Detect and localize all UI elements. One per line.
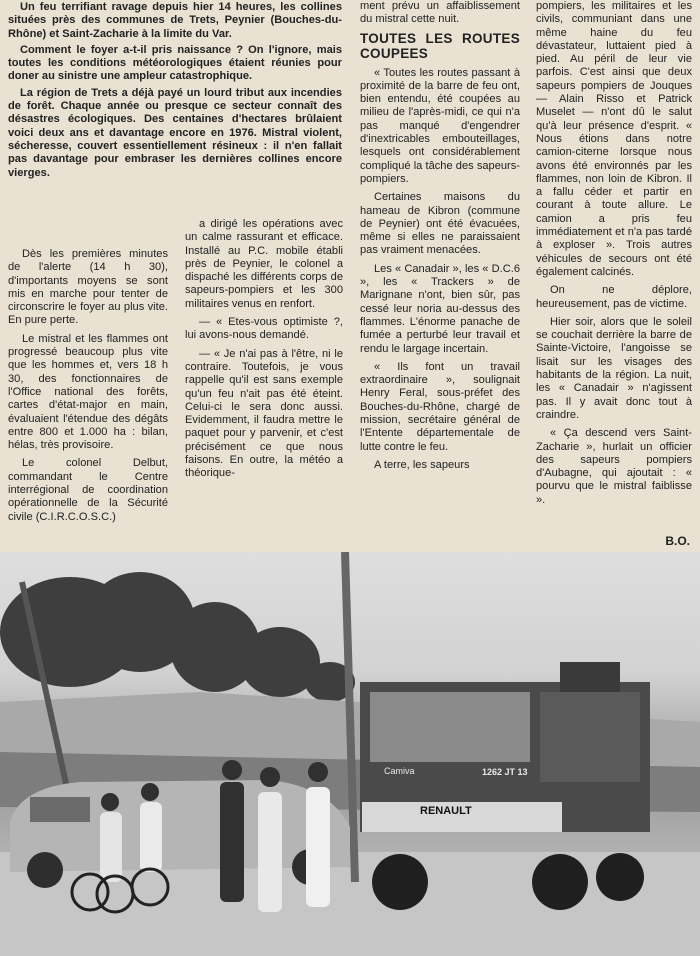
- tree-line: [0, 572, 355, 702]
- truck-brand-text: RENAULT: [420, 805, 472, 817]
- body-paragraph: A terre, les sapeurs: [374, 458, 470, 471]
- body-paragraph: Dès les premières minutes de l'alerte (14 h 30), d'importants moyens se sont mis en marche pour tenter de circonscrire le foyer au plus vite. En pure perte.: [8, 248, 168, 327]
- body-paragraph: Hier soir, alors que le soleil se couchait derrière la barre de Sainte-Victoire, l'angoisse se lisait sur les visages des habitants de la région. La nuit, les « Canadair » n'agissent pas. Il y avait donc tout à craindre.: [536, 315, 692, 421]
- body-paragraph: — « Je n'ai pas à l'être, ni le contraire. Toutefois, je vous rappelle qu'il est sans exemple qu'un feu n'ait pas été éteint. Celui-ci le sera donc aussi. Evidemment, il faudra mettre le paquet pour y parvenir, et c'est précisément ce que nous faisons. En outre, la météo a théorique-: [185, 347, 343, 480]
- body-paragraph: « Toutes les routes passant à proximité de la barre de feu ont, bien entendu, été coupées au milieu de l'après-midi, ce qui n'a pas manqué d'engendrer d'inextricables embouteillages, lesquels ont considérablement compliqué la tâche des sapeurs-pompiers.: [360, 66, 520, 185]
- body-paragraph: a dirigé les opérations avec un calme rassurant et efficace. Installé au P.C. mobile établi près de Peynier, le colonel a dispaché les différents corps de sapeurs-pompiers et les 300 militaires venus en renfort.: [185, 218, 343, 310]
- article-column-3: [360, 0, 520, 472]
- article-column-1: [8, 248, 168, 524]
- article-photo: [0, 552, 700, 956]
- author-signature: B.O.: [665, 534, 690, 548]
- article-lead: [8, 1, 342, 180]
- body-paragraph: Le mistral et les flammes ont progressé beaucoup plus vite que les hommes et, vers 18 h 30, des fonctionnaires de l'Office national des forêts, cartes d'état-major en main, évaluaient l'étendue des dégâts entre 800 et 1.000 ha : bilan, hélas, très provisoire.: [8, 332, 168, 452]
- article-column-2: [185, 218, 343, 481]
- body-paragraph: On ne déplore, heureusement, pas de victime.: [536, 284, 692, 310]
- body-paragraph: pompiers, les militaires et les civils, communiant dans une même haine du feu dévastateur, luttaient pied à pied. Au péril de leur vie parfois. C'est ainsi que deux sapeurs pompiers de Jouques — Alain Risso et Patrick Muselet — n'ont dû le salut qu'à leur présence d'esprit. « Nous étions dans notre camion-citerne lorsque nous avons été environnés par les flammes, non loin de Kibron. Il a fallu céder et partir en courant à toute allure. Le camion a pris feu immédiatement et n'a pas tardé à exploser ». Trois autres véhicules de secours ont été également calcinés.: [536, 0, 692, 278]
- article-column-4: [536, 0, 692, 507]
- truck-plate-text: 1262 JT 13: [482, 767, 528, 777]
- section-headline: TOUTES LES ROUTES COUPEES: [360, 30, 520, 61]
- lead-paragraph: Comment le foyer a-t-il pris naissance ? On l'ignore, mais toutes les conditions météorologiques étaient réunies pour doner au sinistre une ampleur catastrophique.: [8, 43, 342, 83]
- body-paragraph: ment prévu un affaiblissement du mistral cette nuit.: [360, 0, 520, 26]
- body-paragraph: Les « Canadair », les « D.C.6 », les « Trackers » de Marignane n'ont, bien sûr, pas cessé leur noria au-dessus des flammes. L'énorme panache de fumée a perturbé leur travail et rendu le largage incertain.: [360, 262, 520, 355]
- truck-door-text: Camiva: [384, 766, 415, 776]
- body-paragraph: Le colonel Delbut, commandant le Centre interrégional de coordination opérationnelle de la Sécurité civile (C.I.R.C.O.S.C.): [8, 457, 168, 523]
- lead-paragraph: La région de Trets a déjà payé un lourd tribut aux incendies de forêt. Chaque année ou presque ce secteur connaît des désastres écologiques. Des centaines d'hectares brûlaient voici deux ans et davantage encore en 1976. Mistral violent, sécheresse, couvert essentiellement résineux : il n'en fallait pas davantage pour embraser les dernières collines encore vierges.: [8, 86, 342, 179]
- body-paragraph: Certaines maisons du hameau de Kibron (commune de Peynier) ont été évacuées, même si elles ne paraissaient pas vraiment menacées.: [360, 191, 520, 257]
- lead-paragraph: Un feu terrifiant ravage depuis hier 14 heures, les collines situées près des communes de Trets, Peynier (Bouches-du-Rhône) et Saint-Zacharie à la limite du Var.: [8, 1, 342, 40]
- body-paragraph: — « Etes-vous optimiste ?, lui avons-nous demandé.: [185, 316, 343, 342]
- body-paragraph: « Ils font un travail extraordinaire », soulignait Henry Feral, sous-préfet des Bouches-du-Rhône, chargé de mission, secrétaire général de l'Entente départementale de lutte contre le feu.: [360, 360, 520, 453]
- body-paragraph: « Ça descend vers Saint-Zacharie », hurlait un officier des sapeurs pompiers d'Aubagne, qui ajoutait : « pourvu que le mistral faiblisse ».: [536, 427, 692, 506]
